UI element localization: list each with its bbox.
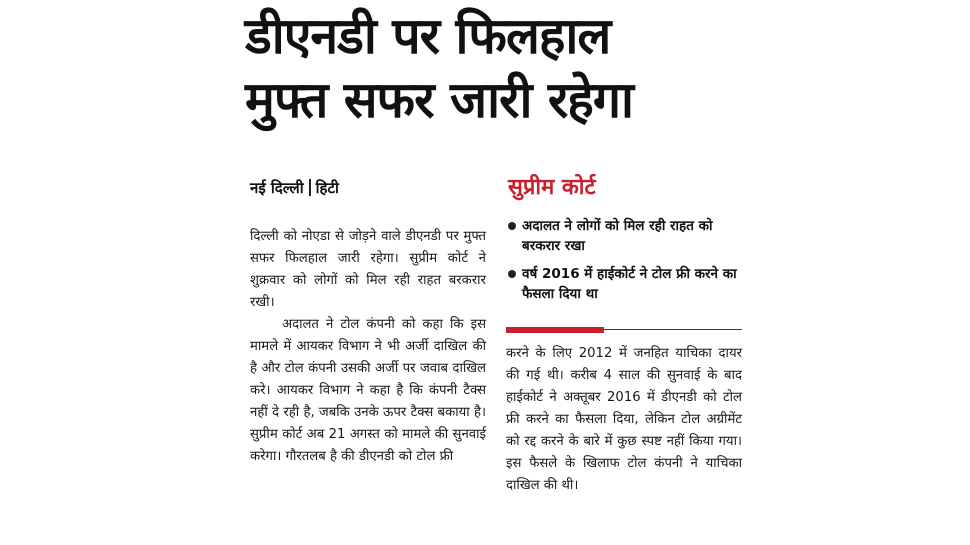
bullet-icon — [508, 222, 516, 230]
sidebar-point-text: अदालत ने लोगों को मिल रही राहत को बरकरार रखा — [522, 218, 713, 254]
sidebar-title: सुप्रीम कोर्ट — [508, 175, 596, 200]
article-column-left — [250, 226, 486, 468]
headline-line-1: डीएनडी पर फिलहाल — [245, 7, 611, 65]
sidebar-rule-line — [604, 329, 742, 330]
sidebar-box — [506, 172, 746, 312]
sidebar-point — [506, 264, 746, 304]
headline-line-2: मुफ्त सफर जारी रहेगा — [245, 71, 633, 129]
headline — [245, 4, 765, 132]
sidebar-points — [506, 216, 746, 304]
bullet-icon — [508, 270, 516, 278]
dateline — [250, 178, 339, 198]
article-paragraph-3: करने के लिए 2012 में जनहित याचिका दायर की गई थी। करीब 4 साल की सुनवाई के बाद हाईकोर्ट ने अक्तूबर 2016 में डीएनडी को टोल फ्री करने का फैसला दिया, लेकिन टोल अग्रीमेंट को रद्द करने के बारे में कुछ स्पष्ट नहीं किया गया। इस फैसले के खिलाफ टोल कंपनी ने याचिका दाखिल की थी। — [506, 346, 742, 493]
dateline-divider — [309, 179, 311, 196]
article-column-right — [506, 343, 742, 497]
sidebar-rule — [506, 327, 742, 333]
dateline-place: नई दिल्ली — [250, 179, 304, 197]
sidebar-point — [506, 216, 746, 256]
sidebar-rule-accent — [506, 327, 604, 333]
article-paragraph-2: अदालत ने टोल कंपनी को कहा कि इस मामले में आयकर विभाग ने भी अर्जी दाखिल की है और टोल कंपनी उसकी अर्जी पर जवाब दाखिल करे। आयकर विभाग ने कहा है कि कंपनी टैक्स नहीं दे रही है, जबकि उनके ऊपर टैक्स बकाया है। सुप्रीम कोर्ट अब 21 अगस्त को मामले की सुनवाई करेगा। गौरतलब है की डीएनडी को टोल फ्री — [250, 317, 486, 464]
dateline-source: हिटी — [315, 179, 339, 197]
sidebar-point-text: वर्ष 2016 में हाईकोर्ट ने टोल फ्री करने का फैसला दिया था — [522, 266, 737, 302]
article-paragraph-1: दिल्ली को नोएडा से जोड़ने वाले डीएनडी पर मुफ्त सफर फिलहाल जारी रहेगा। सुप्रीम कोर्ट ने शुक्रवार को लोगों को मिल रही राहत बरकरार रखी। — [250, 229, 486, 310]
